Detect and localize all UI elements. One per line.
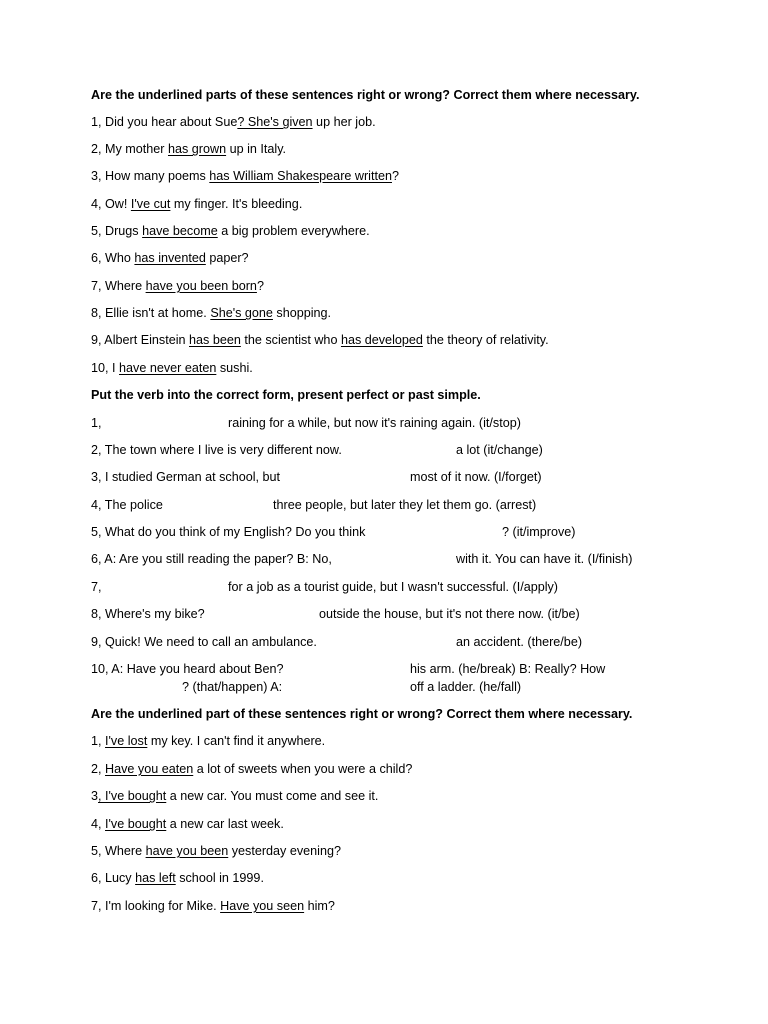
underlined-part: have you been bbox=[145, 844, 229, 858]
underlined-part: Have you eaten bbox=[105, 762, 194, 776]
underlined-part: have never eaten bbox=[119, 361, 217, 375]
underlined-part: have you been born bbox=[145, 279, 257, 293]
underlined-part: Have you seen bbox=[220, 899, 305, 913]
section-3-heading: Are the underlined part of these sentences right or wrong? Correct them where necessary. bbox=[91, 707, 633, 721]
ex2-item-8: 8, Where's my bike? outside the house, but it's not there now. (it/be) bbox=[91, 607, 580, 621]
ex3-item-2: 2, Have you eaten a lot of sweets when you were a child? bbox=[91, 762, 413, 776]
ex2-item-3: 3, I studied German at school, but most of it now. (I/forget) bbox=[91, 470, 542, 484]
after-gap-text: ? (that/happen) A: bbox=[182, 680, 283, 694]
ex1-item-8: 8, Ellie isn't at home. She's gone shopping. bbox=[91, 306, 332, 320]
after-gap-text: outside the house, but it's not there now. (it/be) bbox=[319, 607, 580, 621]
ex2-item-10: 10, A: Have you heard about Ben? his arm. (he/break) B: Really? How ? (that/happen) A: off a ladder. (he/fall) bbox=[91, 662, 606, 694]
ex2-item-2: 2, The town where I live is very different now. a lot (it/change) bbox=[91, 443, 543, 457]
ex1-item-3: 3, How many poems has William Shakespeare written? bbox=[91, 169, 399, 183]
underlined-part: has grown bbox=[167, 142, 227, 156]
ex3-item-5: 5, Where have you been yesterday evening? bbox=[91, 844, 341, 858]
ex1-item-2: 2, My mother has grown up in Italy. bbox=[91, 142, 287, 156]
ex3-item-7: 7, I'm looking for Mike. Have you seen him? bbox=[91, 899, 335, 913]
ex2-item-4: 4, The police three people, but later they let them go. (arrest) bbox=[91, 498, 537, 512]
ex1-item-9: 9, Albert Einstein has been the scientist who has developed the theory of relativity. bbox=[91, 333, 549, 347]
after-gap-text: for a job as a tourist guide, but I wasn't successful. (I/apply) bbox=[228, 580, 559, 594]
ex1-item-6: 6, Who has invented paper? bbox=[91, 251, 249, 265]
underlined-part: has invented bbox=[134, 251, 206, 265]
underlined-part: She's gone bbox=[210, 306, 273, 320]
ex2-item-1: 1, raining for a while, but now it's raining again. (it/stop) bbox=[91, 416, 521, 430]
ex1-item-10: 10, I have never eaten sushi. bbox=[91, 361, 253, 375]
ex2-item-9: 9, Quick! We need to call an ambulance. an accident. (there/be) bbox=[91, 635, 583, 649]
ex1-item-5: 5, Drugs have become a big problem everywhere. bbox=[91, 224, 370, 238]
underlined-part: has William Shakespeare written bbox=[209, 169, 392, 183]
ex1-item-1: 1, Did you hear about Sue? She's given up her job. bbox=[91, 115, 376, 129]
after-gap-text: three people, but later they let them go. (arrest) bbox=[273, 498, 537, 512]
underlined-part: has developed bbox=[340, 333, 423, 347]
ex3-item-4: 4, I've bought a new car last week. bbox=[91, 817, 284, 831]
ex2-item-6: 6, A: Are you still reading the paper? B: No, with it. You can have it. (I/finish) bbox=[91, 552, 633, 566]
underlined-part: has been bbox=[189, 333, 241, 347]
underlined-part: has left bbox=[135, 871, 176, 885]
section-1-heading: Are the underlined parts of these sentences right or wrong? Correct them where necessary. bbox=[91, 88, 640, 102]
after-gap-text: ? (it/improve) bbox=[502, 525, 576, 539]
after-gap-text: with it. You can have it. (I/finish) bbox=[456, 552, 633, 566]
after-gap-text: raining for a while, but now it's raining again. (it/stop) bbox=[228, 416, 521, 430]
underlined-part: have become bbox=[142, 224, 218, 238]
section-2-heading: Put the verb into the correct form, present perfect or past simple. bbox=[91, 388, 481, 402]
ex2-item-5: 5, What do you think of my English? Do you think ? (it/improve) bbox=[91, 525, 576, 539]
underlined-part: I've cut bbox=[130, 197, 171, 211]
after-gap-text: an accident. (there/be) bbox=[456, 635, 583, 649]
ex3-item-3: 3, I've bought a new car. You must come and see it. bbox=[91, 789, 379, 803]
after-gap-text: off a ladder. (he/fall) bbox=[410, 680, 522, 694]
after-gap-text: a lot (it/change) bbox=[456, 443, 543, 457]
after-gap-text: most of it now. (I/forget) bbox=[410, 470, 542, 484]
ex1-item-4: 4, Ow! I've cut my finger. It's bleeding. bbox=[91, 197, 303, 211]
ex3-item-6: 6, Lucy has left school in 1999. bbox=[91, 871, 264, 885]
underlined-part: I've lost bbox=[105, 734, 148, 748]
ex1-item-7: 7, Where have you been born? bbox=[91, 279, 264, 293]
after-gap-text: his arm. (he/break) B: Really? How bbox=[410, 662, 606, 676]
underlined-part: ? She's given bbox=[237, 115, 313, 129]
underlined-part: I've bought bbox=[105, 817, 167, 831]
underlined-part: , I've bought bbox=[98, 789, 167, 803]
ex3-item-1: 1, I've lost my key. I can't find it anywhere. bbox=[91, 734, 326, 748]
ex2-item-7: 7, for a job as a tourist guide, but I wasn't successful. (I/apply) bbox=[91, 580, 559, 594]
